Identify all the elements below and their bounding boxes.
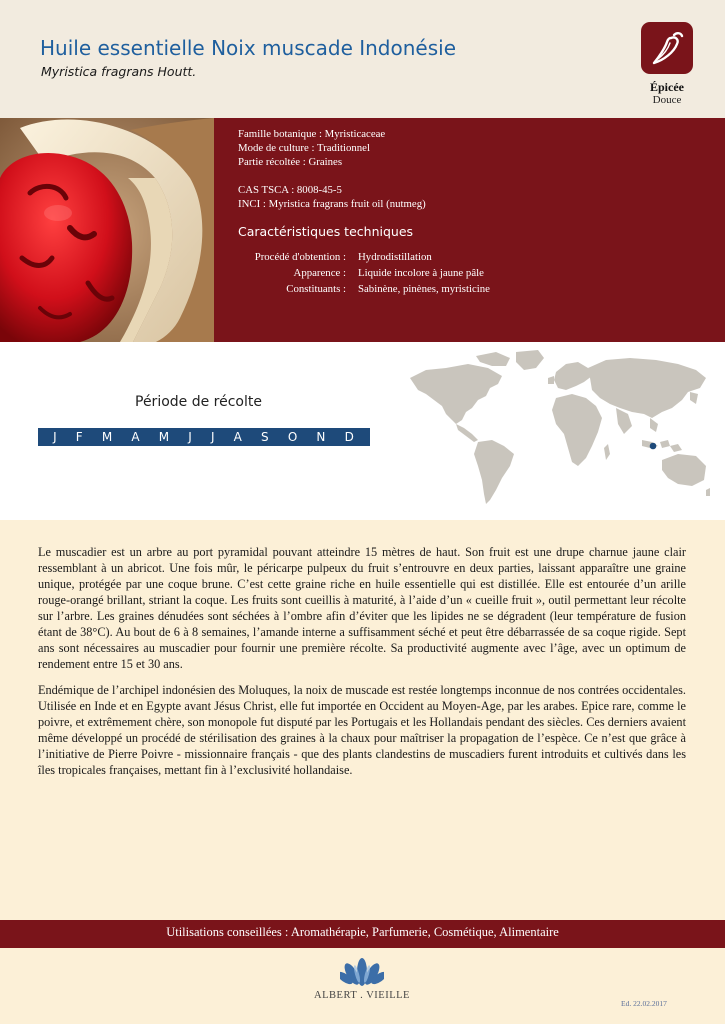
month-label: J [188, 430, 193, 444]
month-label: M [158, 430, 171, 444]
tech-row: Apparence : Liquide incolore à jaune pâle [293, 267, 484, 279]
info-band [0, 118, 725, 342]
category-label: Épicée [650, 80, 684, 94]
culture-mode: Mode de culture : Traditionnel [238, 142, 370, 154]
description-paragraph: Le muscadier est un arbre au port pyramidal pouvant atteindre 15 mètres de haut. Son fruit est une drupe charnue jaune clair ressemblant à un abricot. Une fois mûr, le péricarpe pulpeux du fruit s’entrouvre en deux parties, laissant apparaître une graine unique, protégée par une coque brune. C’est cette graine riche en huile essentielle qui est distillée. Elle est entourée d’un arille rouge-orangé brillant, striant la coque. Les fruits sont cueillis à maturité, à l’aide d’un « cueille fruit », outil permettant leur récolte sur l’arbre. Les graines dénudées sont séchées à l’ombre afin d’éviter que les lipides ne se dégradent (leur température de fusion étant de 38°C). Au bout de 6 à 8 semaines, l’amande interne a suffisamment séché et peut être débarrassée de sa coque rigide. Sept ans sont nécessaires au muscadier pour fournir une première récolte. Sa productivité augmente avec l’âge, avec un optimum de rendement entre 15 et 30 ans. [38, 545, 686, 671]
month-label: A [233, 430, 243, 444]
tech-row: Constituants : Sabinène, pinènes, myristicine [286, 283, 490, 295]
latin-name: Myristica fragrans Houtt. [41, 64, 197, 79]
page-header [0, 0, 725, 118]
origin-marker [650, 443, 657, 450]
recommended-uses: Utilisations conseillées : Aromathérapie, Parfumerie, Cosmétique, Alimentaire [0, 920, 725, 948]
technical-title: Caractéristiques techniques [238, 224, 414, 239]
category-sublabel: Douce [652, 94, 682, 106]
month-label: N [316, 430, 327, 444]
world-map [406, 348, 714, 508]
category-badge [641, 22, 693, 74]
cas-number: CAS TSCA : 8008-45-5 [238, 184, 342, 196]
description-section [0, 520, 725, 920]
month-label: S [261, 430, 270, 444]
month-label: A [131, 430, 141, 444]
harvest-title: Période de récolte [135, 394, 262, 410]
harvested-part: Partie récoltée : Graines [238, 156, 343, 168]
botanical-family: Famille botanique : Myristicaceae [238, 128, 386, 140]
page-title: Huile essentielle Noix muscade Indonésie [40, 36, 456, 60]
inci-name: INCI : Myristica fragrans fruit oil (nutmeg) [238, 198, 426, 210]
month-label: J [53, 430, 58, 444]
brand-logo-icon [340, 954, 384, 990]
month-label: F [75, 430, 84, 444]
chili-pepper-icon [641, 22, 693, 74]
tech-row: Procédé d'obtention : Hydrodistillation [254, 251, 432, 263]
harvest-section [0, 342, 725, 520]
month-label: O [287, 430, 299, 444]
history-paragraph: Endémique de l’archipel indonésien des Moluques, la noix de muscade est restée longtemps inconnue de nos contrées occidentales. Utilisée en Inde et en Egypte avant Jésus Christ, elle fut importée en Occident au Moyen-Age, par les arabes. Epice rare, comme le poivre, et extrêmement chère, son monopole fut disputé par les Portugais et les Hollandais pendant des siècles. Ces derniers avaient même développé un procédé de stérilisation des graines à la chaux pour maîtriser la propagation de l’espèce. Ce n’est que grâce à l’initiative de Pierre Poivre - missionnaire français - que des plants clandestins de muscadiers furent introduits et cultivés dans les îles tropicales françaises, mettant fin à l’exclusivité hollandaise. [38, 683, 686, 777]
nutmeg-photo [0, 118, 214, 342]
edition-date: Ed. 22.02.2017 [621, 999, 667, 1008]
month-label: J [210, 430, 216, 444]
month-label: M [101, 430, 114, 444]
technical-table [232, 249, 490, 297]
harvest-months-bar [38, 428, 370, 446]
month-label: D [344, 430, 355, 444]
page-footer [0, 948, 725, 1024]
product-info [238, 127, 426, 211]
brand-name: ALBERT . VIEILLE [314, 990, 410, 1001]
